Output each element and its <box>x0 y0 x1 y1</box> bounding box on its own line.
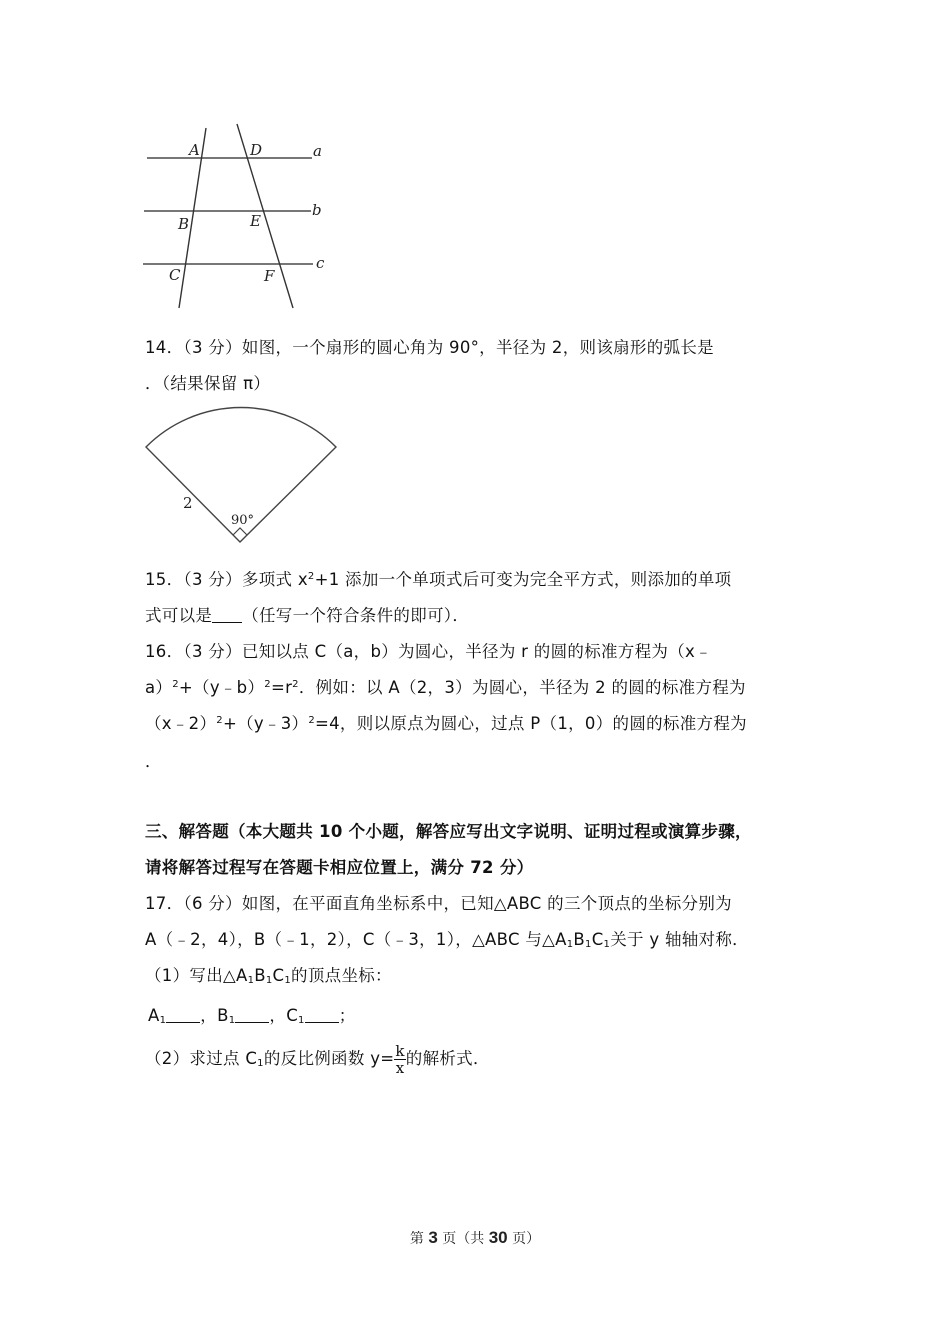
q15-text-d: （任写一个符合条件的即可）． <box>242 606 470 625</box>
label-a: a <box>313 142 322 160</box>
q16-l2-sup2: 2 <box>264 679 271 690</box>
section3-heading-line2: 请将解答过程写在答题卡相应位置上，满分 72 分） <box>145 858 534 877</box>
label-point-C: C <box>169 266 181 284</box>
q17-part1 <box>145 962 392 986</box>
footer-total-pages: 30 <box>488 1228 508 1247</box>
q17-p1-a: （1）写出△A <box>145 966 248 985</box>
answer-sep2: ， <box>269 1006 287 1025</box>
q16-line2 <box>145 674 746 698</box>
answer-b1-label: B <box>217 1006 229 1025</box>
q15-sup: 2 <box>307 571 315 582</box>
sector-angle-label: 90° <box>231 513 255 528</box>
q15-text-b: +1 添加一个单项式后可变为完全平方式，则添加的单项 <box>314 570 732 589</box>
q17-l2-d: 关于 y 轴轴对称． <box>610 930 749 949</box>
q17-l2-c: C <box>591 930 604 949</box>
sector-figure <box>0 395 400 555</box>
label-point-E: E <box>250 212 261 230</box>
q16-line4: ． <box>145 752 162 771</box>
label-b: b <box>312 201 322 219</box>
sector-radius-label: 2 <box>183 494 193 512</box>
q17-l2-b: B <box>573 930 586 949</box>
q16-l2-a: a） <box>145 678 173 697</box>
q16-l2-c: =r <box>270 678 293 697</box>
q16-l3-b: +（y﹣3） <box>222 714 309 733</box>
q17-l2-sub2: 1 <box>585 939 592 950</box>
label-c: c <box>316 254 325 272</box>
answer-c1-label: C <box>286 1006 299 1025</box>
q15-answer-blank[interactable] <box>212 608 242 623</box>
answer-b1-sub: 1 <box>228 1015 236 1026</box>
q15-line1 <box>145 566 731 590</box>
q17-p1-sub3: 1 <box>284 975 292 986</box>
footer-page-number: 3 <box>428 1228 438 1247</box>
answer-c1-sub: 1 <box>298 1015 305 1026</box>
q16-line1: 16．（3 分）已知以点 C（a，b）为圆心，半径为 r 的圆的标准方程为（x﹣ <box>145 642 712 661</box>
q16-l3-a: （x﹣2） <box>145 714 217 733</box>
answer-a1-blank[interactable] <box>166 1008 200 1023</box>
label-point-D: D <box>250 141 263 159</box>
section3-heading-line1: 三、解答题（本大题共 10 个小题，解答应写出文字说明、证明过程或演算步骤， <box>145 822 752 841</box>
page-footer <box>0 1228 950 1248</box>
q16-line3 <box>145 710 747 734</box>
right-angle-mark <box>233 528 247 535</box>
q17-answers-row <box>148 1002 356 1026</box>
answer-sep1: ， <box>200 1006 218 1025</box>
answer-c1-blank[interactable] <box>305 1008 339 1023</box>
answer-end: ； <box>338 1006 356 1025</box>
q17-p1-sub2: 1 <box>265 975 273 986</box>
parallel-lines-figure <box>0 0 950 320</box>
footer-mid: 页（共 <box>442 1231 485 1247</box>
answer-b1-blank[interactable] <box>235 1008 269 1023</box>
q14-line1: 14．（3 分）如图，一个扇形的圆心角为 90°，半径为 2，则该扇形的弧长是 <box>145 338 714 357</box>
q15-text-a: 15．（3 分）多项式 x <box>145 570 308 589</box>
q16-l2-sup3: 2 <box>292 679 299 690</box>
q17-p1-c: C <box>272 966 285 985</box>
fraction-numerator: k <box>395 1042 405 1060</box>
q16-l3-sup2: 2 <box>308 715 315 726</box>
footer-post: 页） <box>512 1231 541 1247</box>
q16-l3-c: =4，则以原点为圆心，过点 P（1，0）的圆的标准方程为 <box>315 714 747 733</box>
q17-p2-a: （2）求过点 C <box>145 1049 258 1068</box>
q16-l2-d: ．例如：以 A（2，3）为圆心，半径为 2 的圆的标准方程为 <box>298 678 746 697</box>
label-point-A: A <box>189 141 200 159</box>
q17-p1-b: B <box>254 966 266 985</box>
fraction-denominator: x <box>395 1059 405 1077</box>
fraction-k-over-x <box>394 1043 405 1076</box>
q14-line2: ．（结果保留 π） <box>145 374 271 393</box>
q15-text-c: 式可以是 <box>145 606 213 625</box>
q17-p1-d: 的顶点坐标： <box>291 966 392 985</box>
q17-p2-c: 的解析式． <box>405 1049 490 1068</box>
answer-a1-label: A <box>148 1006 160 1025</box>
q17-l2-sub3: 1 <box>603 939 611 950</box>
q17-p2-b: 的反比例函数 y= <box>263 1049 395 1068</box>
label-point-B: B <box>178 215 190 233</box>
answer-a1-sub: 1 <box>159 1015 167 1026</box>
q16-l2-sup1: 2 <box>172 679 179 690</box>
label-point-F: F <box>264 267 275 285</box>
q17-line1: 17．（6 分）如图，在平面直角坐标系中，已知△ABC 的三个顶点的坐标分别为 <box>145 894 732 913</box>
q17-p1-sub1: 1 <box>247 975 255 986</box>
q17-l2-sub1: 1 <box>566 939 574 950</box>
q17-p2-sub: 1 <box>257 1058 264 1069</box>
q17-line2 <box>145 926 749 950</box>
q17-part2 <box>145 1043 490 1076</box>
q15-line2 <box>145 602 469 626</box>
q17-l2-a: A（﹣2，4），B（﹣1，2），C（﹣3，1），△ABC 与△A <box>145 930 567 949</box>
footer-pre: 第 <box>409 1231 424 1247</box>
q16-l3-sup1: 2 <box>216 715 223 726</box>
q16-l2-b: +（y﹣b） <box>178 678 265 697</box>
